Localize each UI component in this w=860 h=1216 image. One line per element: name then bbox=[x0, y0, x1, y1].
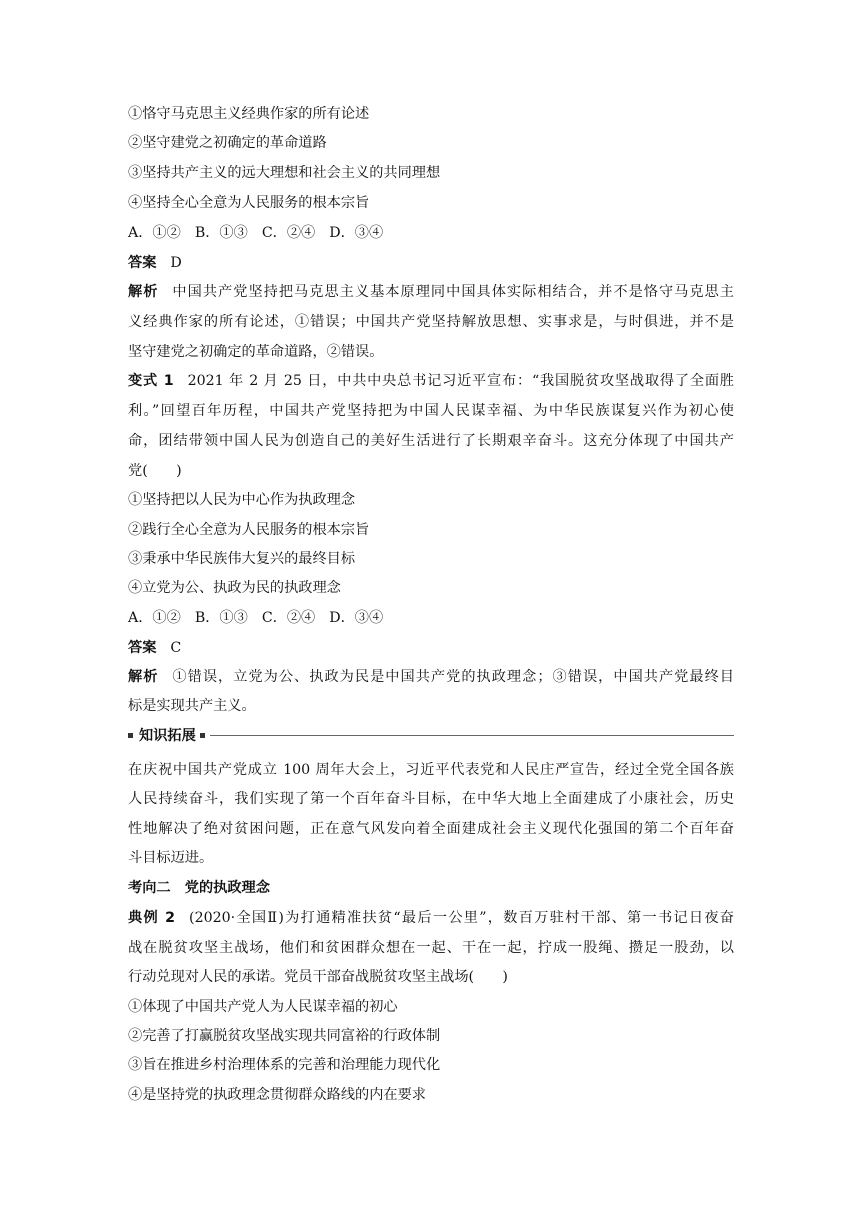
option-line: ④坚持全心全意为人民服务的根本宗旨 bbox=[128, 195, 370, 211]
choices-line bbox=[128, 223, 383, 243]
answer-label: 答案 bbox=[128, 640, 157, 656]
option-line: ①坚持把以人民为中心作为执政理念 bbox=[128, 492, 356, 508]
analysis-line bbox=[128, 282, 734, 302]
choice-c: C．②④ bbox=[261, 225, 316, 241]
analysis-line: 义经典作家的所有论述，①错误；中国共产党坚持解放思想、实事求是，与时俱进，并不是 bbox=[128, 314, 734, 330]
variant-stem-line bbox=[128, 371, 734, 391]
answer-line bbox=[128, 638, 181, 658]
square-bullet-icon bbox=[200, 733, 205, 738]
option-line: ②践行全心全意为人民服务的根本宗旨 bbox=[128, 522, 370, 538]
answer-value: D bbox=[170, 255, 182, 271]
option-line: ②坚守建党之初确定的革命道路 bbox=[128, 135, 327, 151]
choice-d: D．③④ bbox=[329, 225, 384, 241]
analysis-label: 解析 bbox=[128, 669, 159, 685]
variant-stem-line: 党( ) bbox=[128, 463, 182, 479]
knowledge-title: 知识拓展 bbox=[139, 728, 196, 744]
option-line: ④立党为公、执政为民的执政理念 bbox=[128, 580, 341, 596]
option-line: ③坚持共产主义的远大理想和社会主义的共同理想 bbox=[128, 165, 441, 181]
choice-c: C．②④ bbox=[261, 610, 316, 626]
example-label: 典例 2 bbox=[128, 910, 176, 926]
option-line: ①恪守马克思主义经典作家的所有论述 bbox=[128, 106, 370, 122]
option-line: ④是坚持党的执政理念贯彻群众路线的内在要求 bbox=[128, 1087, 426, 1103]
option-line: ③秉承中华民族伟大复兴的最终目标 bbox=[128, 551, 356, 567]
knowledge-line: 在庆祝中国共产党成立 100 周年大会上，习近平代表党和人民庄严宣告，经过全党全国各族 bbox=[128, 762, 734, 778]
example-stem-text: (2020·全国Ⅱ)为打通精准扶贫“最后一公里”，数百万驻村干部、第一书记日夜奋 bbox=[189, 910, 734, 926]
knowledge-line: 人民持续奋斗，我们实现了第一个百年奋斗目标，在中华大地上全面建成了小康社会，历史 bbox=[128, 791, 734, 807]
example-stem-line: 战在脱贫攻坚主战场，他们和贫困群众想在一起、干在一起，拧成一股绳、攒足一股劲，以 bbox=[128, 940, 734, 956]
analysis-line: 坚守建党之初确定的革命道路，②错误。 bbox=[128, 344, 384, 360]
heading-rule bbox=[210, 735, 734, 736]
answer-value: C bbox=[170, 640, 182, 656]
knowledge-line: 斗目标迈进。 bbox=[128, 850, 214, 866]
variant-stem-line: 利。”回望百年历程，中国共产党坚持把为中国人民谋幸福、为中华民族谋复兴作为初心使 bbox=[128, 403, 734, 419]
answer-label: 答案 bbox=[128, 255, 157, 271]
knowledge-heading bbox=[128, 726, 734, 746]
analysis-line bbox=[128, 667, 734, 687]
option-line: ②完善了打赢脱贫攻坚战实现共同富裕的行政体制 bbox=[128, 1028, 441, 1044]
section-heading: 考向二 党的执政理念 bbox=[128, 880, 270, 896]
variant-stem-line: 命，团结带领中国人民为创造自己的美好生活进行了长期艰辛奋斗。这充分体现了中国共产 bbox=[128, 433, 734, 449]
choices-line bbox=[128, 608, 383, 628]
analysis-line: 标是实现共产主义。 bbox=[128, 698, 256, 714]
choice-b: B．①③ bbox=[194, 610, 248, 626]
option-line: ③旨在推进乡村治理体系的完善和治理能力现代化 bbox=[128, 1057, 441, 1073]
answer-line bbox=[128, 253, 182, 273]
choice-d: D．③④ bbox=[329, 610, 384, 626]
analysis-label: 解析 bbox=[128, 284, 159, 300]
variant-label: 变式 1 bbox=[128, 373, 174, 389]
square-bullet-icon bbox=[128, 733, 133, 738]
knowledge-line: 性地解决了绝对贫困问题，正在意气风发向着全面建成社会主义现代化强国的第二个百年奋 bbox=[128, 821, 734, 837]
analysis-text: ①错误，立党为公、执政为民是中国共产党的执政理念；③错误，中国共产党最终目 bbox=[172, 669, 734, 685]
option-line: ①体现了中国共产党人为人民谋幸福的初心 bbox=[128, 999, 398, 1015]
analysis-text: 中国共产党坚持把马克思主义基本原理同中国具体实际相结合，并不是恪守马克思主 bbox=[172, 284, 734, 300]
choice-a: A．①② bbox=[128, 610, 181, 626]
choice-a: A．①② bbox=[128, 225, 181, 241]
choice-b: B．①③ bbox=[194, 225, 248, 241]
example-stem-line: 行动兑现对人民的承诺。党员干部奋战脱贫攻坚主战场( ) bbox=[128, 969, 508, 985]
variant-stem-text: 2021 年 2 月 25 日，中共中央总书记习近平宣布：“我国脱贫攻坚战取得了全面胜 bbox=[187, 373, 734, 389]
example-stem-line bbox=[128, 908, 734, 928]
